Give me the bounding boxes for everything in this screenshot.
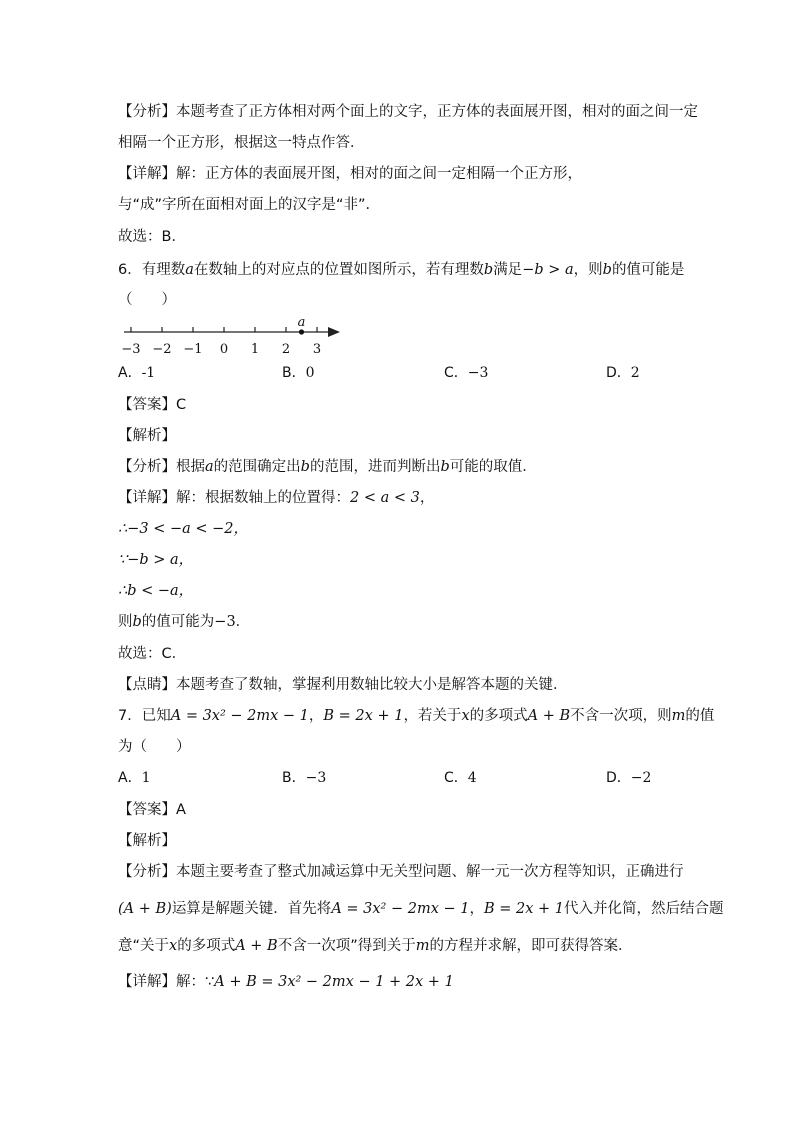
detail-line-1: 【详解】解：正方体的表面展开图，相对的面之间一定相隔一个正方形， [118,166,582,182]
q7-option-b: B．−3 [282,770,327,786]
number-line-point-label: a [297,315,306,330]
q6-option-d: D．2 [606,365,640,381]
number-line-tick-label: 3 [312,342,322,357]
q6-answer: 【答案】C [118,397,187,413]
q6-var-a: a [185,262,194,278]
q6-var-b2: b [602,262,612,278]
q7-option-a: A．1 [118,770,151,786]
number-line-tick-label: 1 [250,342,260,357]
q6-step-2: ∵−b > a， [118,552,194,568]
number-line [118,314,358,358]
q6-stem [118,260,684,280]
q7-stem: 7．已知A = 3x² − 2mx − 1，B = 2x + 1，若关于x的多项式A + B不含一次项，则m的值 [118,708,715,724]
q6-option-c: C．−3 [444,365,489,381]
q6-option-a: A．-1 [118,365,156,381]
q6-dianjing: 【点睛】本题考查了数轴，掌握利用数轴比较大小是解答本题的关键． [118,677,568,693]
choice-line: 故选：B． [118,229,186,245]
q6-num: 6．有理数 [118,262,186,278]
q6-step-4: 则b的值可能为−3． [118,614,251,630]
q6-text-2: 满足 [493,262,523,278]
number-line-tick-label: −3 [121,342,141,357]
q7-analysis-2: (A + B)运算是解题关键．首先将A = 3x² − 2mx − 1，B = 2x + 1代入并化简，然后结合题 [118,901,724,917]
q7-detail: 【详解】解：∵A + B = 3x² − 2mx − 1 + 2x + 1 [118,974,454,990]
number-line-tick-label: −1 [183,342,203,357]
number-line-tick-label: −2 [152,342,172,357]
q6-choice: 故选：C． [118,646,187,662]
q7-option-d: D．−2 [606,770,652,786]
q6-step-3: ∴b < −a， [118,583,194,599]
analysis-line-1: 【分析】本题考查了正方体相对两个面上的文字，正方体的表面展开图，相对的面之间一定 [118,104,698,120]
q6-text-4: 的值可能是 [611,262,685,278]
q6-condition: −b > a [522,262,574,278]
q6-option-b: B．0 [282,365,315,381]
q6-paren: （ ） [118,292,176,308]
q7-answer: 【答案】A [118,802,186,818]
number-line-arrow [328,327,340,337]
q6-step-1: ∴−3 < −a < −2， [118,521,249,537]
q7-option-c: C．4 [444,770,477,786]
number-line-point-a [299,329,304,334]
q6-text-3: ，则 [573,262,603,278]
detail-line-2: 与“成”字所在面相对面上的汉字是“非”． [118,197,381,213]
q6-analysis: 【分析】根据a的范围确定出b的范围，进而判断出b可能的取值． [118,459,537,475]
q6-var-b: b [483,262,494,278]
q7-jiexi: 【解析】 [118,833,176,849]
q7-analysis-3: 意“关于x的多项式A + B不含一次项”得到关于m的方程并求解，即可获得答案． [118,938,633,954]
q7-analysis-1: 【分析】本题主要考查了整式加减运算中无关型问题、解一元一次方程等知识，正确进行 [118,864,684,880]
q6-text-1: 在数轴上的对应点的位置如图所示，若有理数 [193,262,484,278]
number-line-tick-label: 0 [219,342,229,357]
analysis-line-2: 相隔一个正方形，根据这一特点作答． [118,135,365,151]
number-line-tick-label: 2 [281,342,291,357]
q6-jiexi: 【解析】 [118,428,176,444]
q6-detail: 【详解】解：根据数轴上的位置得：2 < a < 3， [118,490,435,506]
q7-stem-2: 为（ ） [118,739,191,755]
